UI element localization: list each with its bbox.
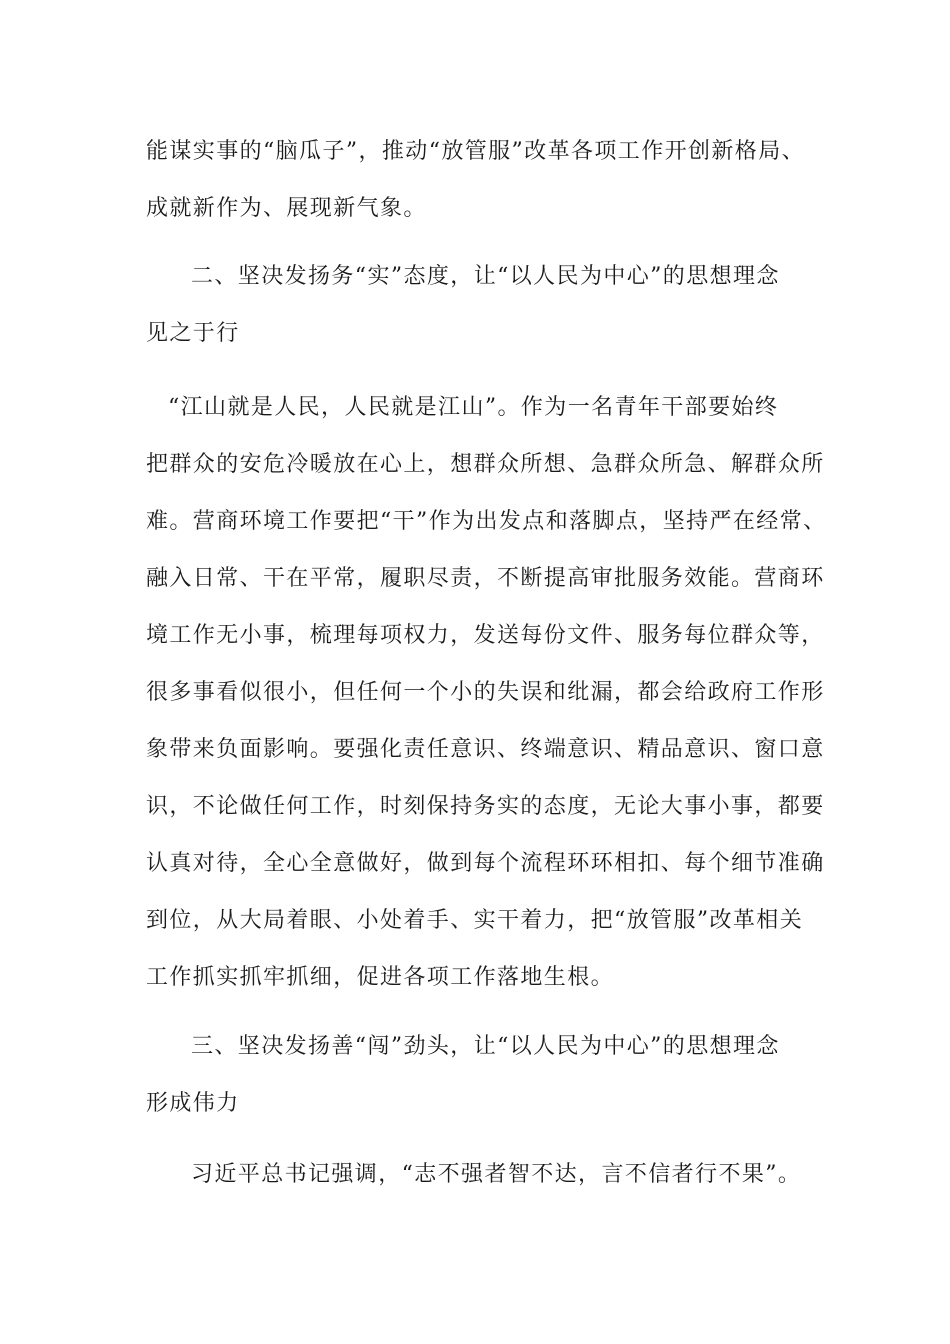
text-line: 到位，从大局着眼、小处着手、实干着力，把“放管服”改革相关 (146, 908, 804, 933)
text-line: “江山就是人民，人民就是江山”。作为一名青年干部要始终 (168, 395, 779, 420)
text-line: 很多事看似很小，但任何一个小的失误和纰漏，都会给政府工作形 (146, 680, 825, 705)
text-line: 能谋实事的“脑瓜子”，推动“放管服”改革各项工作开创新格局、 (146, 139, 805, 164)
text-line: 融入日常、干在平常，履职尽责，不断提高审批服务效能。营商环 (146, 566, 825, 591)
section-heading: 形成伟力 (146, 1091, 240, 1116)
text-line: 认真对待，全心全意做好，做到每个流程环环相扣、每个细节准确 (146, 851, 825, 876)
section-heading: 二、坚决发扬务“实”态度，让“以人民为中心”的思想理念 (191, 264, 780, 289)
text-line: 象带来负面影响。要强化责任意识、终端意识、精品意识、窗口意 (146, 737, 825, 762)
section-heading: 见之于行 (146, 321, 240, 346)
text-line: 难。营商环境工作要把“干”作为出发点和落脚点，坚持严在经常、 (146, 509, 827, 534)
text-line: 成就新作为、展现新气象。 (146, 196, 427, 221)
text-line: 工作抓实抓牢抓细，促进各项工作落地生根。 (146, 965, 615, 990)
section-heading: 三、坚决发扬善“闯”劲头，让“以人民为中心”的思想理念 (191, 1034, 780, 1059)
text-line: 习近平总书记强调，“志不强者智不达，言不信者行不果”。 (191, 1162, 802, 1187)
text-line: 识，不论做任何工作，时刻保持务实的态度，无论大事小事，都要 (146, 794, 825, 819)
text-line: 境工作无小事，梳理每项权力，发送每份文件、服务每位群众等， (146, 623, 825, 648)
text-line: 把群众的安危冷暖放在心上，想群众所想、急群众所急、解群众所 (146, 452, 825, 477)
